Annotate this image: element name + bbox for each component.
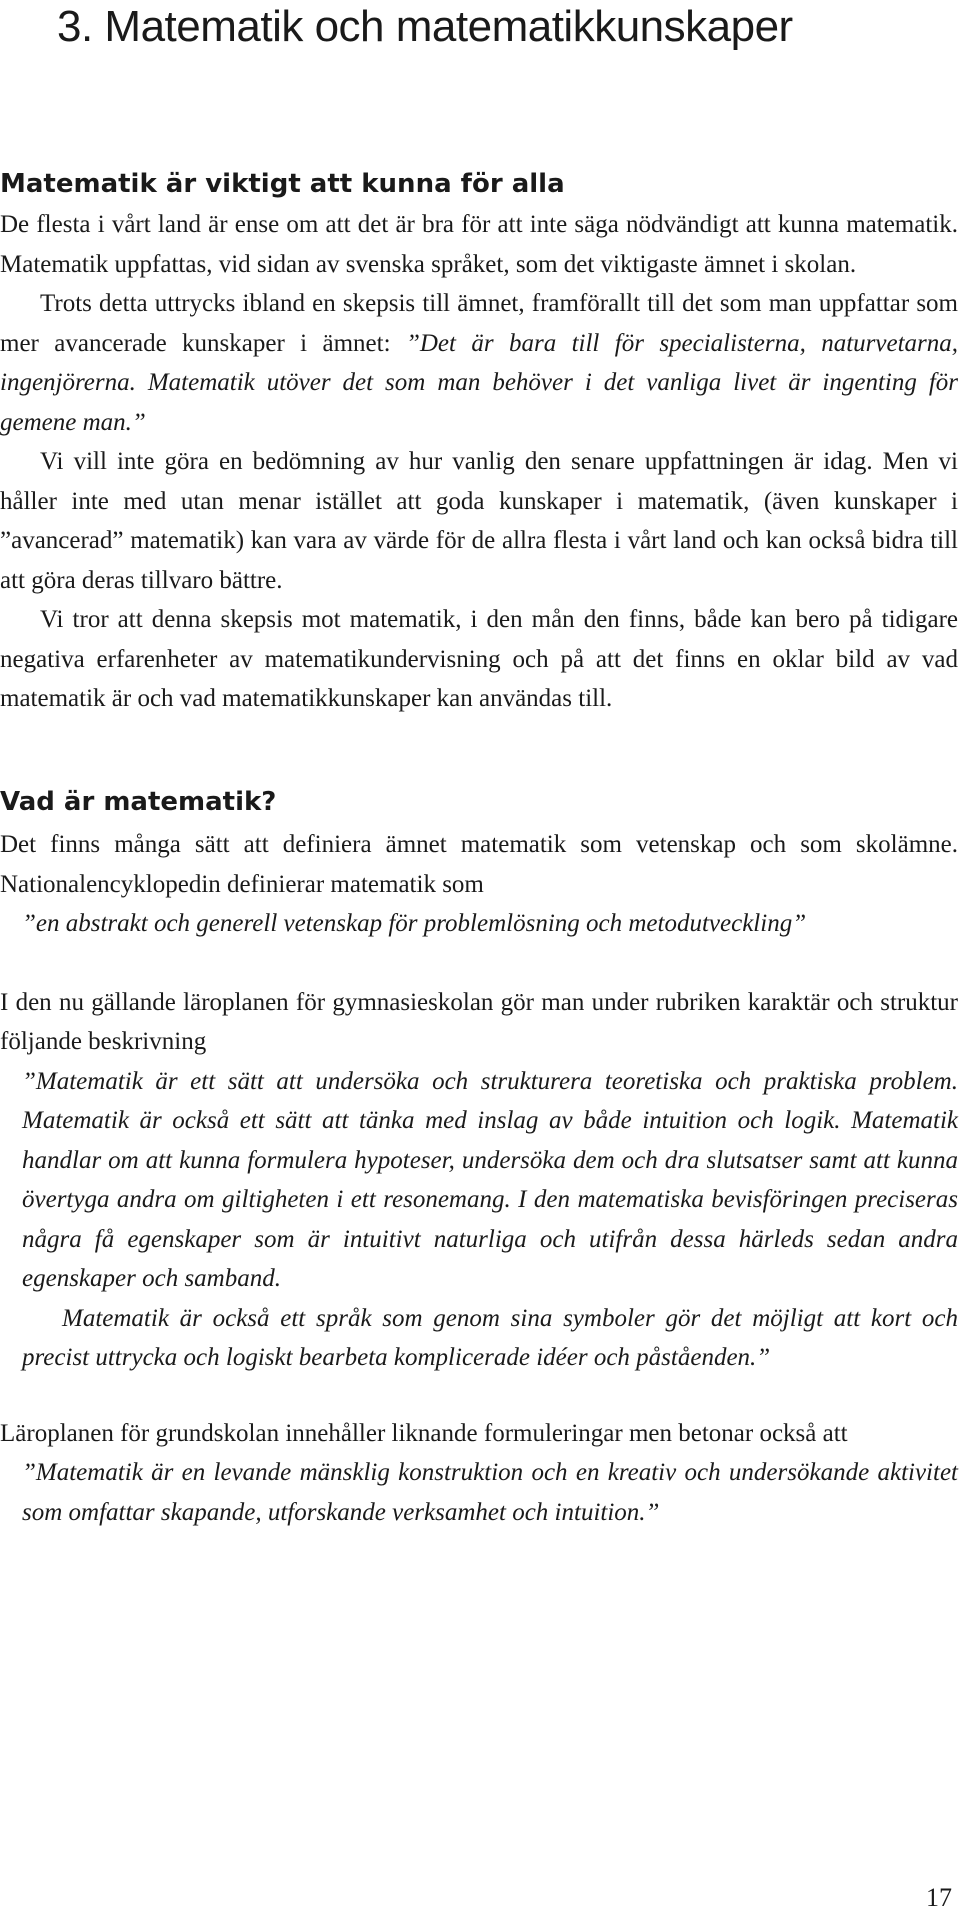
page-number: 17 <box>926 1883 952 1912</box>
primary-school-quote: ”Matematik är en levande mänsklig konstruktion och en kreativ och undersökande aktivitet som omfattar skapande, utforskande verksamhet och intuition.” <box>22 1459 958 1526</box>
section-why-math <box>0 167 958 719</box>
curriculum-quote-continued: Matematik är också ett språk som genom sina symboler gör det möjligt att kort och precist uttrycka och logiskt bearbeta komplicerade idéer och påståenden.” <box>22 1304 958 1371</box>
paragraph <box>0 284 958 442</box>
paragraph: Det finns många sätt att definiera ämnet matematik som vetenskap och som skolämne. Nationalencyklopedin definierar matematik som <box>0 831 958 898</box>
section-heading: Vad är matematik? <box>0 787 277 817</box>
section-heading: Matematik är viktigt att kunna för alla <box>0 169 565 199</box>
paragraph: Vi vill inte göra en bedömning av hur vanlig den senare uppfattningen är idag. Men vi håller inte med utan menar istället att goda kunskaper i matematik, (även kunskaper i ”avancerad” matematik) kan vara av värde för de allra flesta i vårt land och kan också bidra till att göra deras tillvaro bättre. <box>0 448 958 594</box>
paragraph: Läroplanen för grundskolan innehåller liknande formuleringar men betonar också att <box>0 1419 848 1447</box>
paragraph: I den nu gällande läroplanen för gymnasieskolan gör man under rubriken karaktär och struktur följande beskrivning <box>0 988 958 1055</box>
chapter-title: 3. Matematik och matematikkunskaper <box>57 2 793 51</box>
inline-quote: ”Det är bara till för specialisterna, naturvetarna, ingenjörerna. Matematik utöver det som man behöver i det vanliga livet är ingenting för gemene man.” <box>0 329 959 436</box>
curriculum-quote: ”Matematik är ett sätt att undersöka och strukturera teoretiska och praktiska problem. Matematik är också ett sätt att tänka med inslag av både intuition och logik. Matematik handlar om att kunna formulera hypoteser, undersöka dem och dra slutsatser samt att kunna övertyga andra om giltigheten i ett resonemang. I den matematiska bevisföringen preciseras några få egenskaper som är intuitivt naturliga och utifrån dessa härleds sedan andra egenskaper och samband. <box>22 1067 958 1292</box>
paragraph: Vi tror att denna skepsis mot matematik, i den mån den finns, både kan bero på tidigare negativa erfarenheter av matematikundervisning och på att det finns en oklar bild av vad matematik är och vad matematikkunskaper kan användas till. <box>0 606 958 712</box>
encyclopedia-quote: ”en abstrakt och generell vetenskap för problemlösning och metodutveckling” <box>22 910 807 937</box>
paragraph-text: Trots detta uttrycks ibland en skepsis till ämnet, framförallt till det som man uppfattar som mer avancerade kunskaper i ämnet: <box>0 290 958 357</box>
section-what-is-math <box>0 785 958 1532</box>
paragraph: De flesta i vårt land är ense om att det är bra för att inte säga nödvändigt att kunna matematik. Matematik uppfattas, vid sidan av svenska språket, som det viktigaste ämnet i skolan. <box>0 211 958 278</box>
